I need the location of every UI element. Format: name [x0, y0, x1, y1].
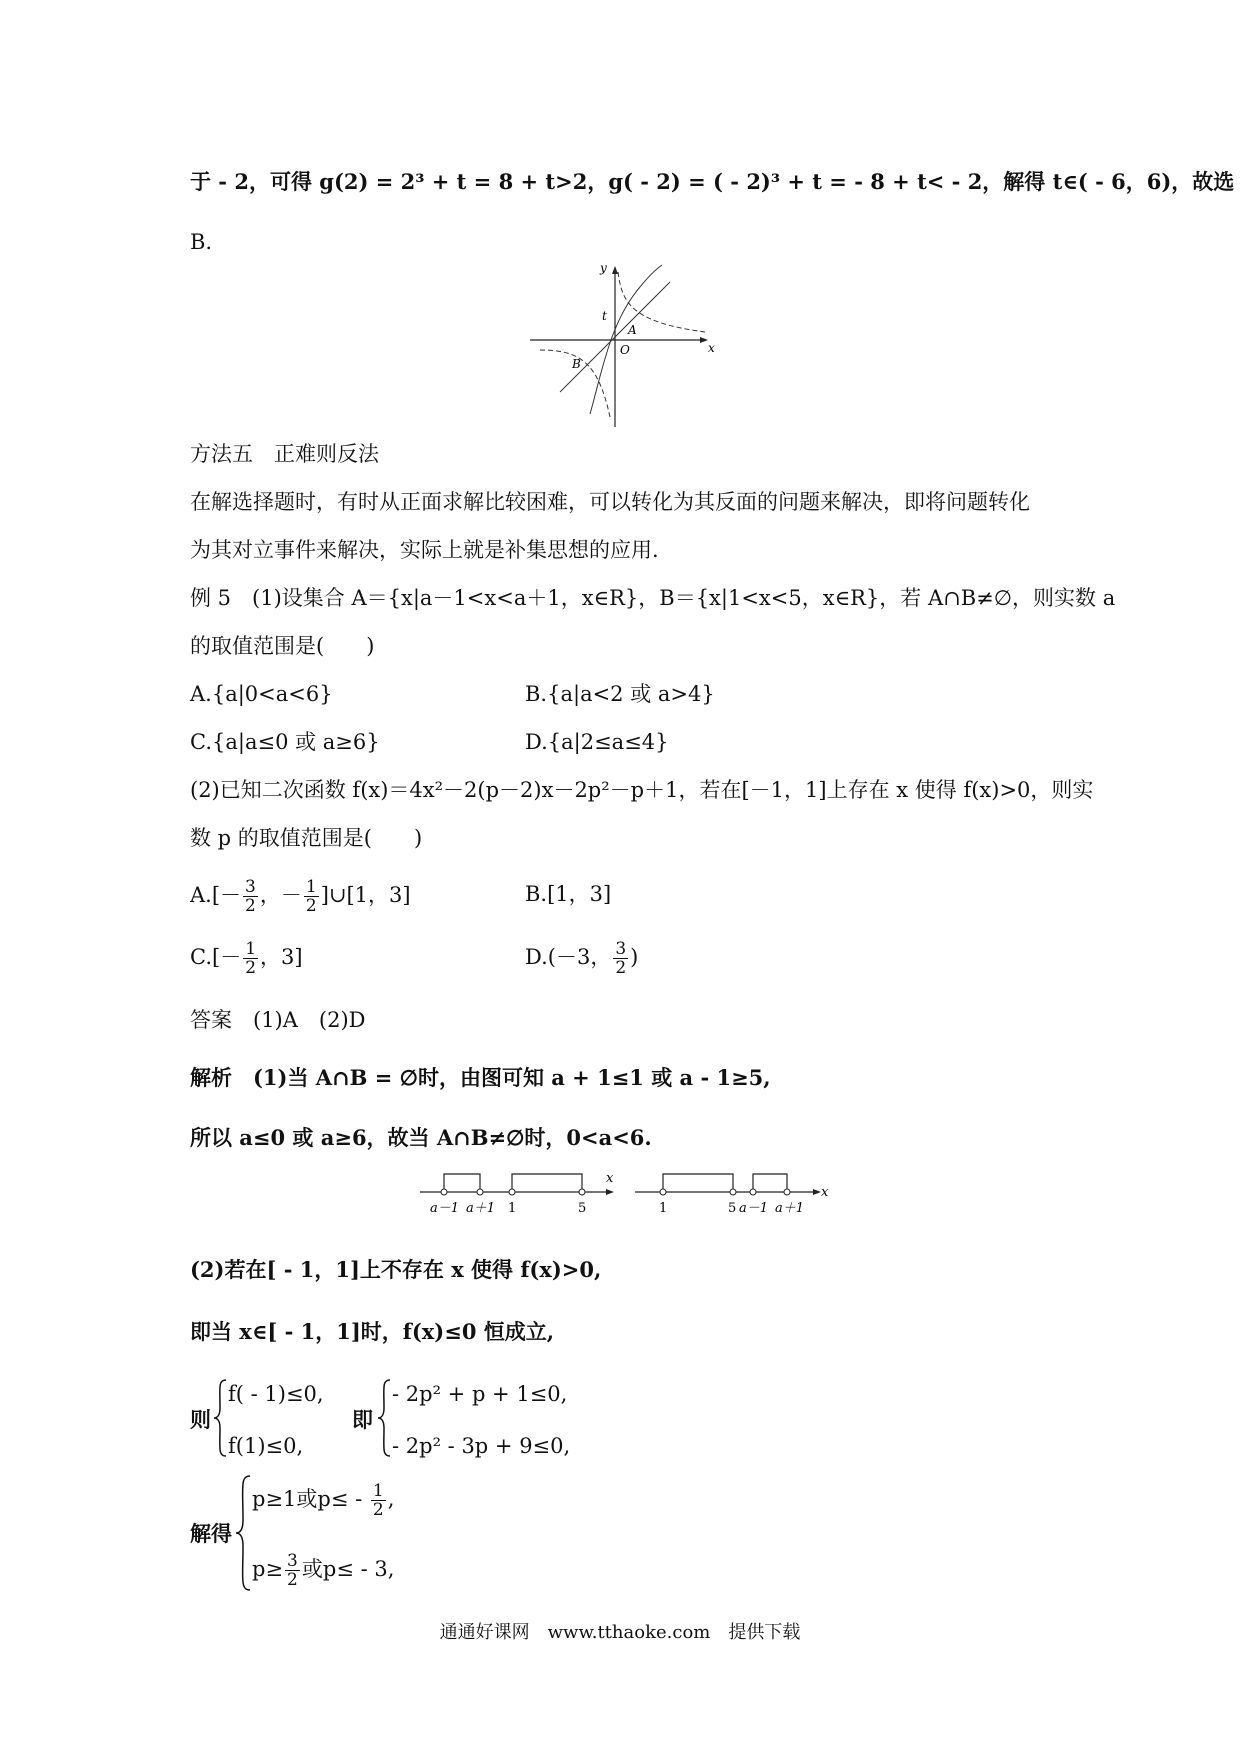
- graph-A-label: A: [628, 323, 637, 337]
- option-a: A.{a|0<a<6}: [190, 682, 333, 706]
- text: p≥: [252, 1557, 284, 1581]
- inequality: [252, 1482, 394, 1519]
- solution-line: 所以 a≤0 或 a≥6，故当 A∩B≠∅时，0<a<6.: [190, 1125, 652, 1150]
- denominator: 2: [372, 1500, 384, 1520]
- graph-y-label: y: [600, 262, 607, 275]
- option2-d: [525, 940, 638, 977]
- text: p≥1或p≤ -: [252, 1487, 369, 1511]
- fraction: [243, 940, 258, 977]
- numerator: 1: [245, 939, 257, 959]
- text-line: 数 p 的取值范围是( ): [190, 826, 423, 850]
- numerator: 1: [305, 877, 317, 897]
- inequality: - 2p² - 3p + 9≤0,: [392, 1434, 571, 1458]
- text: ]∪[1，3]: [320, 883, 411, 907]
- tick-label: a＋1: [466, 1201, 496, 1216]
- text: ，－: [259, 883, 302, 907]
- example-5-part2: (2)已知二次函数 f(x)＝4x²－2(p－2)x－2p²－p＋1，若在[－1，1]上存在 x 使得 f(x)>0，则实: [190, 778, 1094, 802]
- solution-line: 解析 (1)当 A∩B = ∅时，由图可知 a + 1≤1 或 a - 1≥5,: [190, 1065, 771, 1090]
- axis-label: x: [606, 1171, 614, 1186]
- denominator: 2: [287, 1570, 298, 1590]
- text: 或p≤ - 3,: [301, 1557, 395, 1581]
- number-line-1: [420, 1168, 620, 1218]
- solution-line: (2)若在[ - 1，1]上不存在 x 使得 f(x)>0,: [190, 1257, 602, 1282]
- answer-line: 答案 (1)A (2)D: [190, 1008, 366, 1032]
- tick-label: 1: [508, 1201, 517, 1216]
- option2-b: B.[1，3]: [525, 882, 612, 906]
- denominator: 2: [245, 896, 256, 916]
- fraction: [613, 940, 628, 977]
- fraction: [285, 1552, 300, 1589]
- text: ,: [387, 1487, 395, 1511]
- axis-label: x: [821, 1185, 829, 1200]
- text: C.[－: [190, 945, 242, 969]
- numerator: 3: [287, 1551, 298, 1571]
- function-graph: [530, 262, 715, 427]
- fraction: [304, 878, 319, 915]
- text: ): [630, 945, 639, 969]
- left-brace: [212, 1378, 228, 1458]
- option2-c: [190, 940, 303, 977]
- text-line: 为其对立事件来解决，实际上就是补集思想的应用.: [190, 538, 659, 562]
- text-line: B.: [190, 230, 213, 254]
- fraction: [243, 878, 258, 915]
- left-brace: [234, 1474, 252, 1592]
- option2-a: [190, 878, 411, 915]
- graph-B-label: B: [572, 357, 581, 371]
- numerator: 3: [615, 939, 627, 959]
- left-brace: [376, 1378, 392, 1458]
- tick-label: a－1: [739, 1201, 769, 1216]
- tick-label: 5: [578, 1201, 587, 1216]
- numerator: 1: [372, 1481, 384, 1501]
- tick-label: 1: [659, 1201, 668, 1216]
- denominator: 2: [305, 896, 317, 916]
- text: 即: [352, 1407, 373, 1432]
- text: A.[－: [190, 883, 242, 907]
- tick-label: 5: [728, 1201, 737, 1216]
- graph-t-label: t: [602, 309, 607, 323]
- text: 解得: [190, 1521, 232, 1546]
- text-line: 于 - 2，可得 g(2) = 2³ + t = 8 + t>2，g( - 2) = ( - 2)³ + t = - 8 + t< - 2，解得 t∈( - 6，6)，故选: [190, 169, 1235, 194]
- tick-label: a＋1: [775, 1201, 805, 1216]
- graph-O-label: O: [620, 343, 630, 357]
- text: ，3]: [260, 945, 303, 969]
- inequality: [252, 1552, 394, 1589]
- denominator: 2: [615, 958, 627, 978]
- number-line-2: [635, 1168, 835, 1218]
- inequality: f(1)≤0,: [228, 1434, 304, 1458]
- graph-x-label: x: [708, 341, 715, 355]
- option-d: D.{a|2≤a≤4}: [525, 730, 669, 754]
- page-footer: 通通好课网 www.tthaoke.com 提供下载: [439, 1622, 801, 1643]
- text-line: 在解选择题时，有时从正面求解比较困难，可以转化为其反面的问题来解决，即将问题转化: [190, 490, 1030, 514]
- inequality: f( - 1)≤0,: [228, 1382, 324, 1406]
- text: 则: [190, 1407, 211, 1432]
- numerator: 3: [245, 877, 256, 897]
- text-line: 的取值范围是( ): [190, 634, 375, 658]
- denominator: 2: [245, 958, 257, 978]
- method-heading: 方法五 正难则反法: [190, 442, 379, 466]
- option-b: B.{a|a<2 或 a>4}: [525, 682, 715, 706]
- option-c: C.{a|a≤0 或 a≥6}: [190, 730, 380, 754]
- solution-line: 即当 x∈[ - 1，1]时，f(x)≤0 恒成立,: [190, 1319, 555, 1344]
- example-5-part1: 例 5 (1)设集合 A＝{x|a－1<x<a＋1，x∈R}，B＝{x|1<x<5，x∈R}，若 A∩B≠∅，则实数 a: [190, 586, 1116, 610]
- text: D.(－3，: [525, 945, 612, 969]
- tick-label: a－1: [430, 1201, 460, 1216]
- fraction: [371, 1482, 386, 1519]
- inequality: - 2p² + p + 1≤0,: [392, 1382, 568, 1406]
